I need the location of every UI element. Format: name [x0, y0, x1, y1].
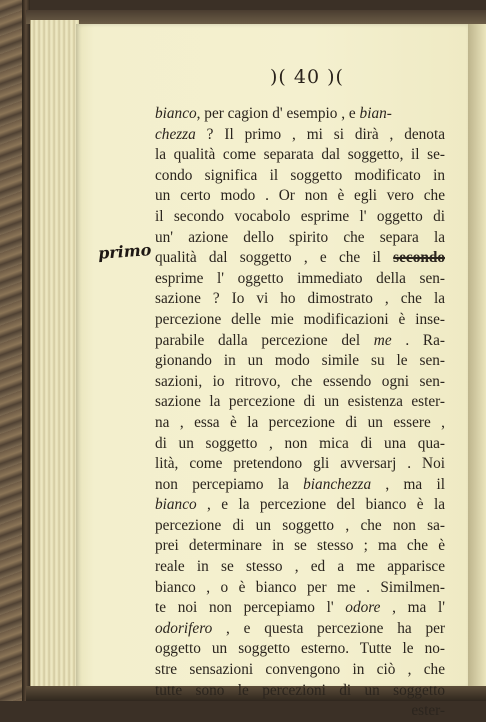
text-line — [155, 475, 445, 496]
text-run: reale in se stesso , ed a me apparisce — [155, 558, 445, 576]
handwritten-margin-note: primo — [97, 240, 152, 263]
text-line — [155, 701, 445, 722]
text-run: , e la percezione del bianco è la — [196, 496, 445, 514]
text-line — [155, 495, 445, 516]
text-line — [155, 516, 445, 537]
text-run: qualità dal soggetto , e che il — [155, 249, 394, 267]
text-run: lità, come pretendono gli avversarj . Noi — [155, 455, 445, 473]
text-run: la qualità come separata dal soggetto, il se- — [155, 146, 445, 164]
body-text — [155, 104, 445, 722]
text-run: te noi non percepiamo l' — [155, 599, 346, 617]
text-line — [155, 413, 445, 434]
text-line — [155, 186, 445, 207]
struck-word: secondo — [393, 249, 445, 267]
page-stack-edge — [30, 20, 79, 688]
text-run: percezione delle mie modificazioni è inse- — [155, 310, 445, 328]
text-line — [155, 578, 445, 599]
text-run: ester- — [411, 702, 445, 720]
text-run: non percepiamo la — [155, 475, 304, 493]
text-run: gionando in un modo simile su le sen- — [155, 352, 445, 370]
page-number: )( 40 )( — [270, 66, 344, 88]
text-run: sazione la percezione di un esistenza ester- — [155, 393, 445, 411]
italic-word: bian- — [359, 105, 392, 122]
text-line — [155, 557, 445, 578]
text-line — [155, 351, 445, 372]
text-line — [155, 207, 445, 228]
italic-word: odore — [345, 599, 381, 617]
text-run: di un soggetto , non mica di una qua- — [155, 434, 445, 452]
text-line — [155, 331, 445, 352]
text-run: , e questa percezione ha per — [212, 619, 445, 637]
text-line — [155, 289, 445, 310]
text-line — [155, 372, 445, 393]
text-run: prei determinare in se stesso ; ma che è — [155, 537, 445, 555]
italic-word: odorifero — [155, 619, 213, 637]
text-line — [155, 228, 445, 249]
text-line — [155, 598, 445, 619]
text-line — [155, 104, 445, 125]
text-line — [155, 125, 445, 146]
text-line — [155, 166, 445, 187]
text-run: , per cagion d' esempio , e — [196, 105, 360, 122]
text-run: na , essa è la percezione di un essere , — [155, 413, 445, 431]
text-run: . Ra- — [391, 331, 445, 349]
text-line — [155, 310, 445, 331]
book-top-edge — [26, 10, 486, 24]
text-run: esprime l' oggetto immediato della sen- — [155, 269, 445, 287]
text-line — [155, 434, 445, 455]
text-run: condo significa il soggetto modificato in — [155, 166, 445, 184]
text-line — [155, 619, 445, 640]
text-run: un certo modo . Or non è egli vero che — [155, 187, 445, 205]
facing-page-edge — [468, 24, 486, 688]
italic-word: bianchezza — [303, 475, 372, 493]
italic-word: me — [373, 331, 392, 349]
italic-word: bianco — [155, 496, 197, 514]
text-line — [155, 639, 445, 660]
text-line — [155, 454, 445, 475]
text-run: parabile dalla percezione del — [155, 331, 374, 349]
text-run: bianco , o è bianco per me . Similmen- — [155, 578, 445, 596]
italic-word: chezza — [155, 125, 196, 143]
text-run: oggetto un soggetto esterno. Tutte le no- — [155, 640, 445, 658]
text-line — [155, 660, 445, 681]
text-line — [155, 145, 445, 166]
text-line — [155, 269, 445, 290]
text-line — [155, 392, 445, 413]
italic-word: bianco — [155, 105, 197, 122]
text-run: sazione ? Io vi ho dimostrato , che la — [155, 290, 445, 308]
text-run: un' azione dello spirito che separa la — [155, 228, 445, 246]
text-run: stre sensazioni convengono in ciò , che — [155, 661, 445, 679]
text-run: tutte sono le percezioni di un soggetto — [155, 681, 445, 699]
text-line — [155, 536, 445, 557]
text-line — [155, 681, 445, 702]
text-run: sazioni, io ritrovo, che essendo ogni sen- — [155, 372, 445, 390]
text-run: , ma l' — [380, 599, 445, 617]
text-run: ? Il primo , mi si dirà , denota — [195, 125, 445, 143]
text-run: il secondo vocabolo esprime l' oggetto di — [155, 207, 445, 225]
text-run: percezione di un soggetto , che non sa- — [155, 516, 445, 534]
text-line — [155, 248, 445, 269]
text-run: , ma il — [371, 475, 445, 493]
book-spine-edge — [22, 0, 30, 701]
